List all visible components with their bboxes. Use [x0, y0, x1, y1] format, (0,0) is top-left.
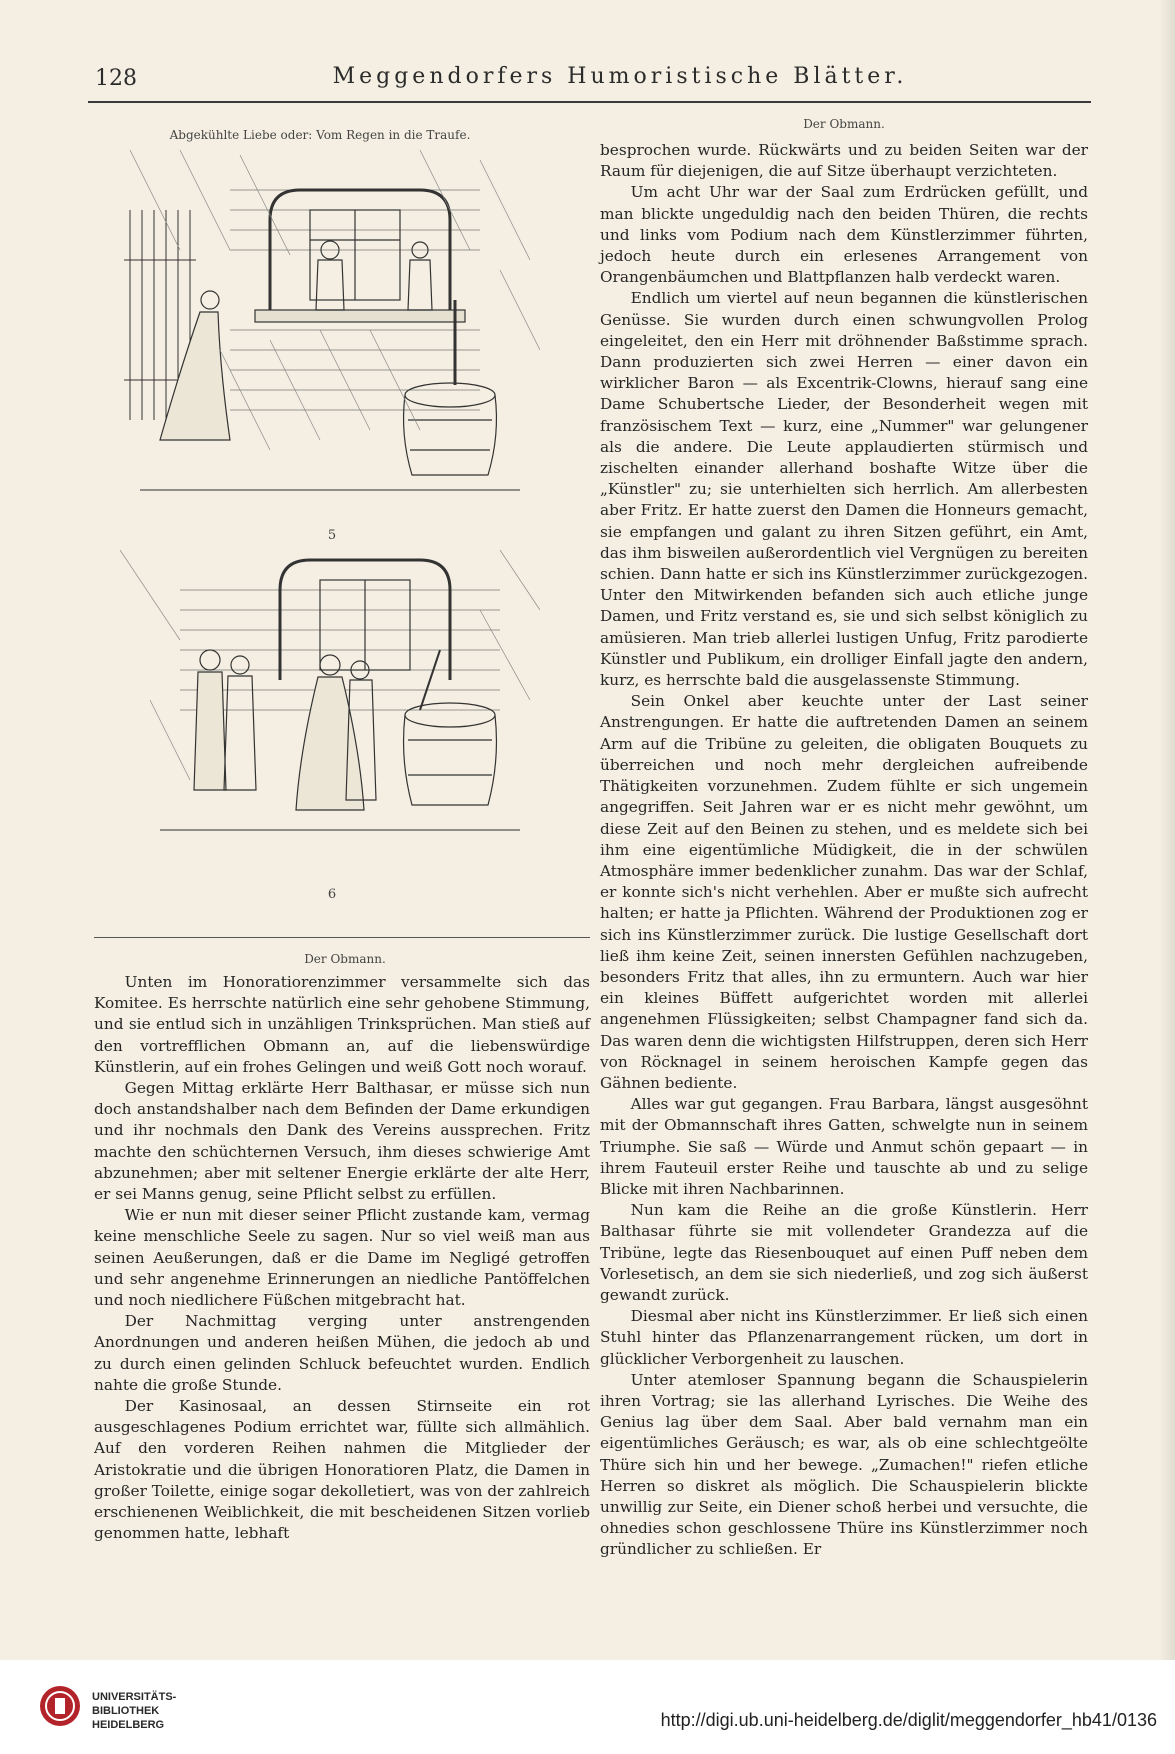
- paragraph: Wie er nun mit dieser seiner Pflicht zustande kam, vermag keine menschliche Seele zu sagen. Nur so viel weiß man aus seinen Aeußerungen, daß er die Dame im Negligé getroffen und sehr angenehme Erinnerungen an niedliche Pantöffelchen und noch niedlichere Füßchen mitgebracht hat.: [94, 1206, 590, 1310]
- paragraph: besprochen wurde. Rückwärts und zu beiden Seiten war der Raum für diejenigen, die auf Sitze überhaupt verzichteten.: [600, 141, 1088, 181]
- figure-caption: Abgekühlte Liebe oder: Vom Regen in die Traufe.: [169, 128, 471, 142]
- text-column-right: [600, 140, 1088, 1561]
- paragraph: Nun kam die Reihe an die große Künstlerin. Herr Balthasar führte sie mit vollendeter Grandezza auf die Tribüne, legte das Riesenbouquet auf einen Puff neben dem Vorlesetisch, an dem sie sich niederließ, und zog sich äußerst gewandt zurück.: [600, 1201, 1088, 1304]
- paragraph: Unter atemloser Spannung begann die Schauspielerin ihren Vortrag; sie las allerhand Lyrisches. Die Weihe des Genius lag über dem Saal. Aber bald vernahm man ein eigentümliches Geräusch; es war, als ob eine schlechtgeölte Thüre sich hin und her bewege. „Zumachen!" riefen etliche Herren so diskret als möglich. Die Schauspielerin blickte unwillig zur Seite, ein Diener schoß herbei und versuchte, die ohnedies schon geschlossene Thüre ins Künstlerzimmer noch gründlicher zu schließen. Er: [600, 1370, 1088, 1559]
- column-divider-rule: [94, 937, 590, 938]
- paragraph: Um acht Uhr war der Saal zum Erdrücken gefüllt, und man blickte ungeduldig nach den beiden Thüren, die rechts und links vom Podium nach dem Künstlerzimmer führten, jedoch heute durch ein erlesenes Arrangement von Orangenbäumchen und Blattpflanzen halb verdeckt waren.: [600, 183, 1088, 287]
- paragraph: Der Nachmittag verging unter anstrengenden Anordnungen und anderen heißen Mühen, die jedoch ab und zu durch einen gelinden Schluck befeuchtet wurden. Endlich nahte die große Stunde.: [94, 1312, 590, 1394]
- viewer-footer: [0, 1660, 1175, 1754]
- paragraph: Sein Onkel aber keuchte unter der Last seiner Anstrengungen. Er hatte die auftretenden Damen an seinem Arm auf die Tribüne zu geleiten, die obligaten Bouquets zu überreichen und noch mehr dergleichen aufreibende Thätigkeiten vorzunehmen. Zudem fühlte er sich ungemein angegriffen. Seit Jahren war er es nicht mehr gewöhnt, um diese Zeit auf den Beinen zu stehen, und es meldete sich bei ihm eine eigentümliche Müdigkeit, die in der schwülen Atmosphäre immer bedenklicher zunahm. Das war der Schlaf, er konnte sich's nicht verhehlen. Aber er mußte sich aufrecht halten; er hatte ja Pflichten. Während der Produktionen zog er sich ins Künstlerzimmer zurück. Die lustige Gesellschaft dort ließ ihm keine Zeit, seinen innersten Gefühlen nachzugeben, besonders Fritz that alles, ihn zu ermuntern. Auch war hier ein kleines Büffett aufgerichtet worden mit allerlei angenehmen Flüssigkeiten; selbst Champagner fand sich da. Das waren denn die wichtigsten Hilfstruppen, deren sich Herr von Röcknagel in seinem heroischen Kampfe gegen das Gähnen bediente.: [600, 692, 1088, 1092]
- header-rule: [88, 101, 1091, 103]
- paragraph: Unten im Honoratiorenzimmer versammelte sich das Komitee. Es herrschte natürlich eine sehr gehobene Stimmung, und sie entlud sich in unzähligen Trinksprüchen. Man stieß auf den vortrefflichen Obmann an, auf die liebenswürdige Künstlerin, auf ein frohes Gelingen und weiß Gott noch worauf.: [94, 973, 590, 1076]
- permalink[interactable]: http://digi.ub.uni-heidelberg.de/diglit/meggendorfer_hb41/0136: [660, 1710, 1157, 1730]
- column-running-head: Der Obmann.: [803, 117, 885, 131]
- figure-number-6: 6: [327, 887, 337, 902]
- university-seal-icon[interactable]: [38, 1684, 82, 1732]
- section-title: Der Obmann.: [304, 952, 386, 966]
- running-title: Meggendorfers Humoristische Blätter.: [332, 64, 908, 89]
- paragraph: Endlich um viertel auf neun begannen die künstlerischen Genüsse. Sie wurden durch einen schwungvollen Prolog eingeleitet, den ein Herr mit dröhnender Baßstimme sprach. Dann produzierten sich zwei Herren — einer davon ein wirklicher Baron — als Excentrik-Clowns, hierauf sang eine Dame Schubertsche Lieder, der Besonderheit wegen mit französischem Text — kurz, eine „Nummer" war gelungener als die andere. Die Leute applaudierten stürmisch und zischelten einander allerhand boshafte Witze über die „Künstler" zu; sie unterhielten sich herrlich. Am allerbesten aber Fritz. Er hatte zuerst den Damen die Honneurs gemacht, sie empfangen und galant zu ihren Sitzen geführt, ein Amt, das ihm bisweilen außerordentlich viel Vergnügen zu bereiten schien. Dann hatte er sich ins Künstlerzimmer zurückgezogen. Unter den Mitwirkenden befanden sich auch etliche junge Damen, und Fritz verstand es, sie und sich selbst königlich zu amüsieren. Man trieb allerlei lustigen Unfug, Fritz parodierte Künstler und Publikum, ein drolliger Einfall jagte den andern, kurz, es herrschte bald die ausgelassenste Stimmung.: [600, 289, 1088, 690]
- page-number: 128: [95, 66, 137, 91]
- paragraph: Alles war gut gegangen. Frau Barbara, längst ausgesöhnt mit der Obmannschaft ihres Gatten, schwelgte nun in seinem Triumphe. Sie saß — Würde und Anmut schön gepaart — in ihrem Fauteuil erster Reihe und tauschte ab und zu selige Blicke mit ihren Nachbarinnen.: [600, 1095, 1088, 1198]
- illustration-rain: [120, 150, 540, 505]
- text-column-left: [94, 972, 590, 1544]
- paragraph: Diesmal aber nicht ins Künstlerzimmer. Er ließ sich einen Stuhl hinter das Pflanzenarrangement rücken, um dort in glücklicher Verborgenheit zu lauschen.: [600, 1307, 1088, 1368]
- paragraph: Gegen Mittag erklärte Herr Balthasar, er müsse sich nun doch anstandshalber nach dem Befinden der Dame erkundigen und ihr nochmals den Dank des Vereins aussprechen. Fritz machte den schüchternen Versuch, ihm dieses schwierige Amt abzunehmen; aber mit seltener Energie erklärte der alte Herr, er sei Manns genug, seine Pflicht selbst zu erfüllen.: [94, 1079, 590, 1204]
- library-name: UNIVERSITÄTS- BIBLIOTHEK HEIDELBERG: [92, 1691, 177, 1731]
- paragraph: Der Kasinosaal, an dessen Stirnseite ein rot ausgeschlagenes Podium errichtet war, füllte sich allmählich. Auf den vorderen Reihen nahmen die Mitglieder der Aristokratie und die übrigen Honoratioren Platz, die Damen in großer Toilette, einige sogar dekolletiert, was von der zahlreich erschienenen Weiblichkeit, die mit bescheidenen Sitzen vorlieb genommen hatte, lebhaft: [94, 1397, 590, 1543]
- figure-number-5: 5: [327, 528, 337, 543]
- illustration-meeting: [120, 550, 540, 850]
